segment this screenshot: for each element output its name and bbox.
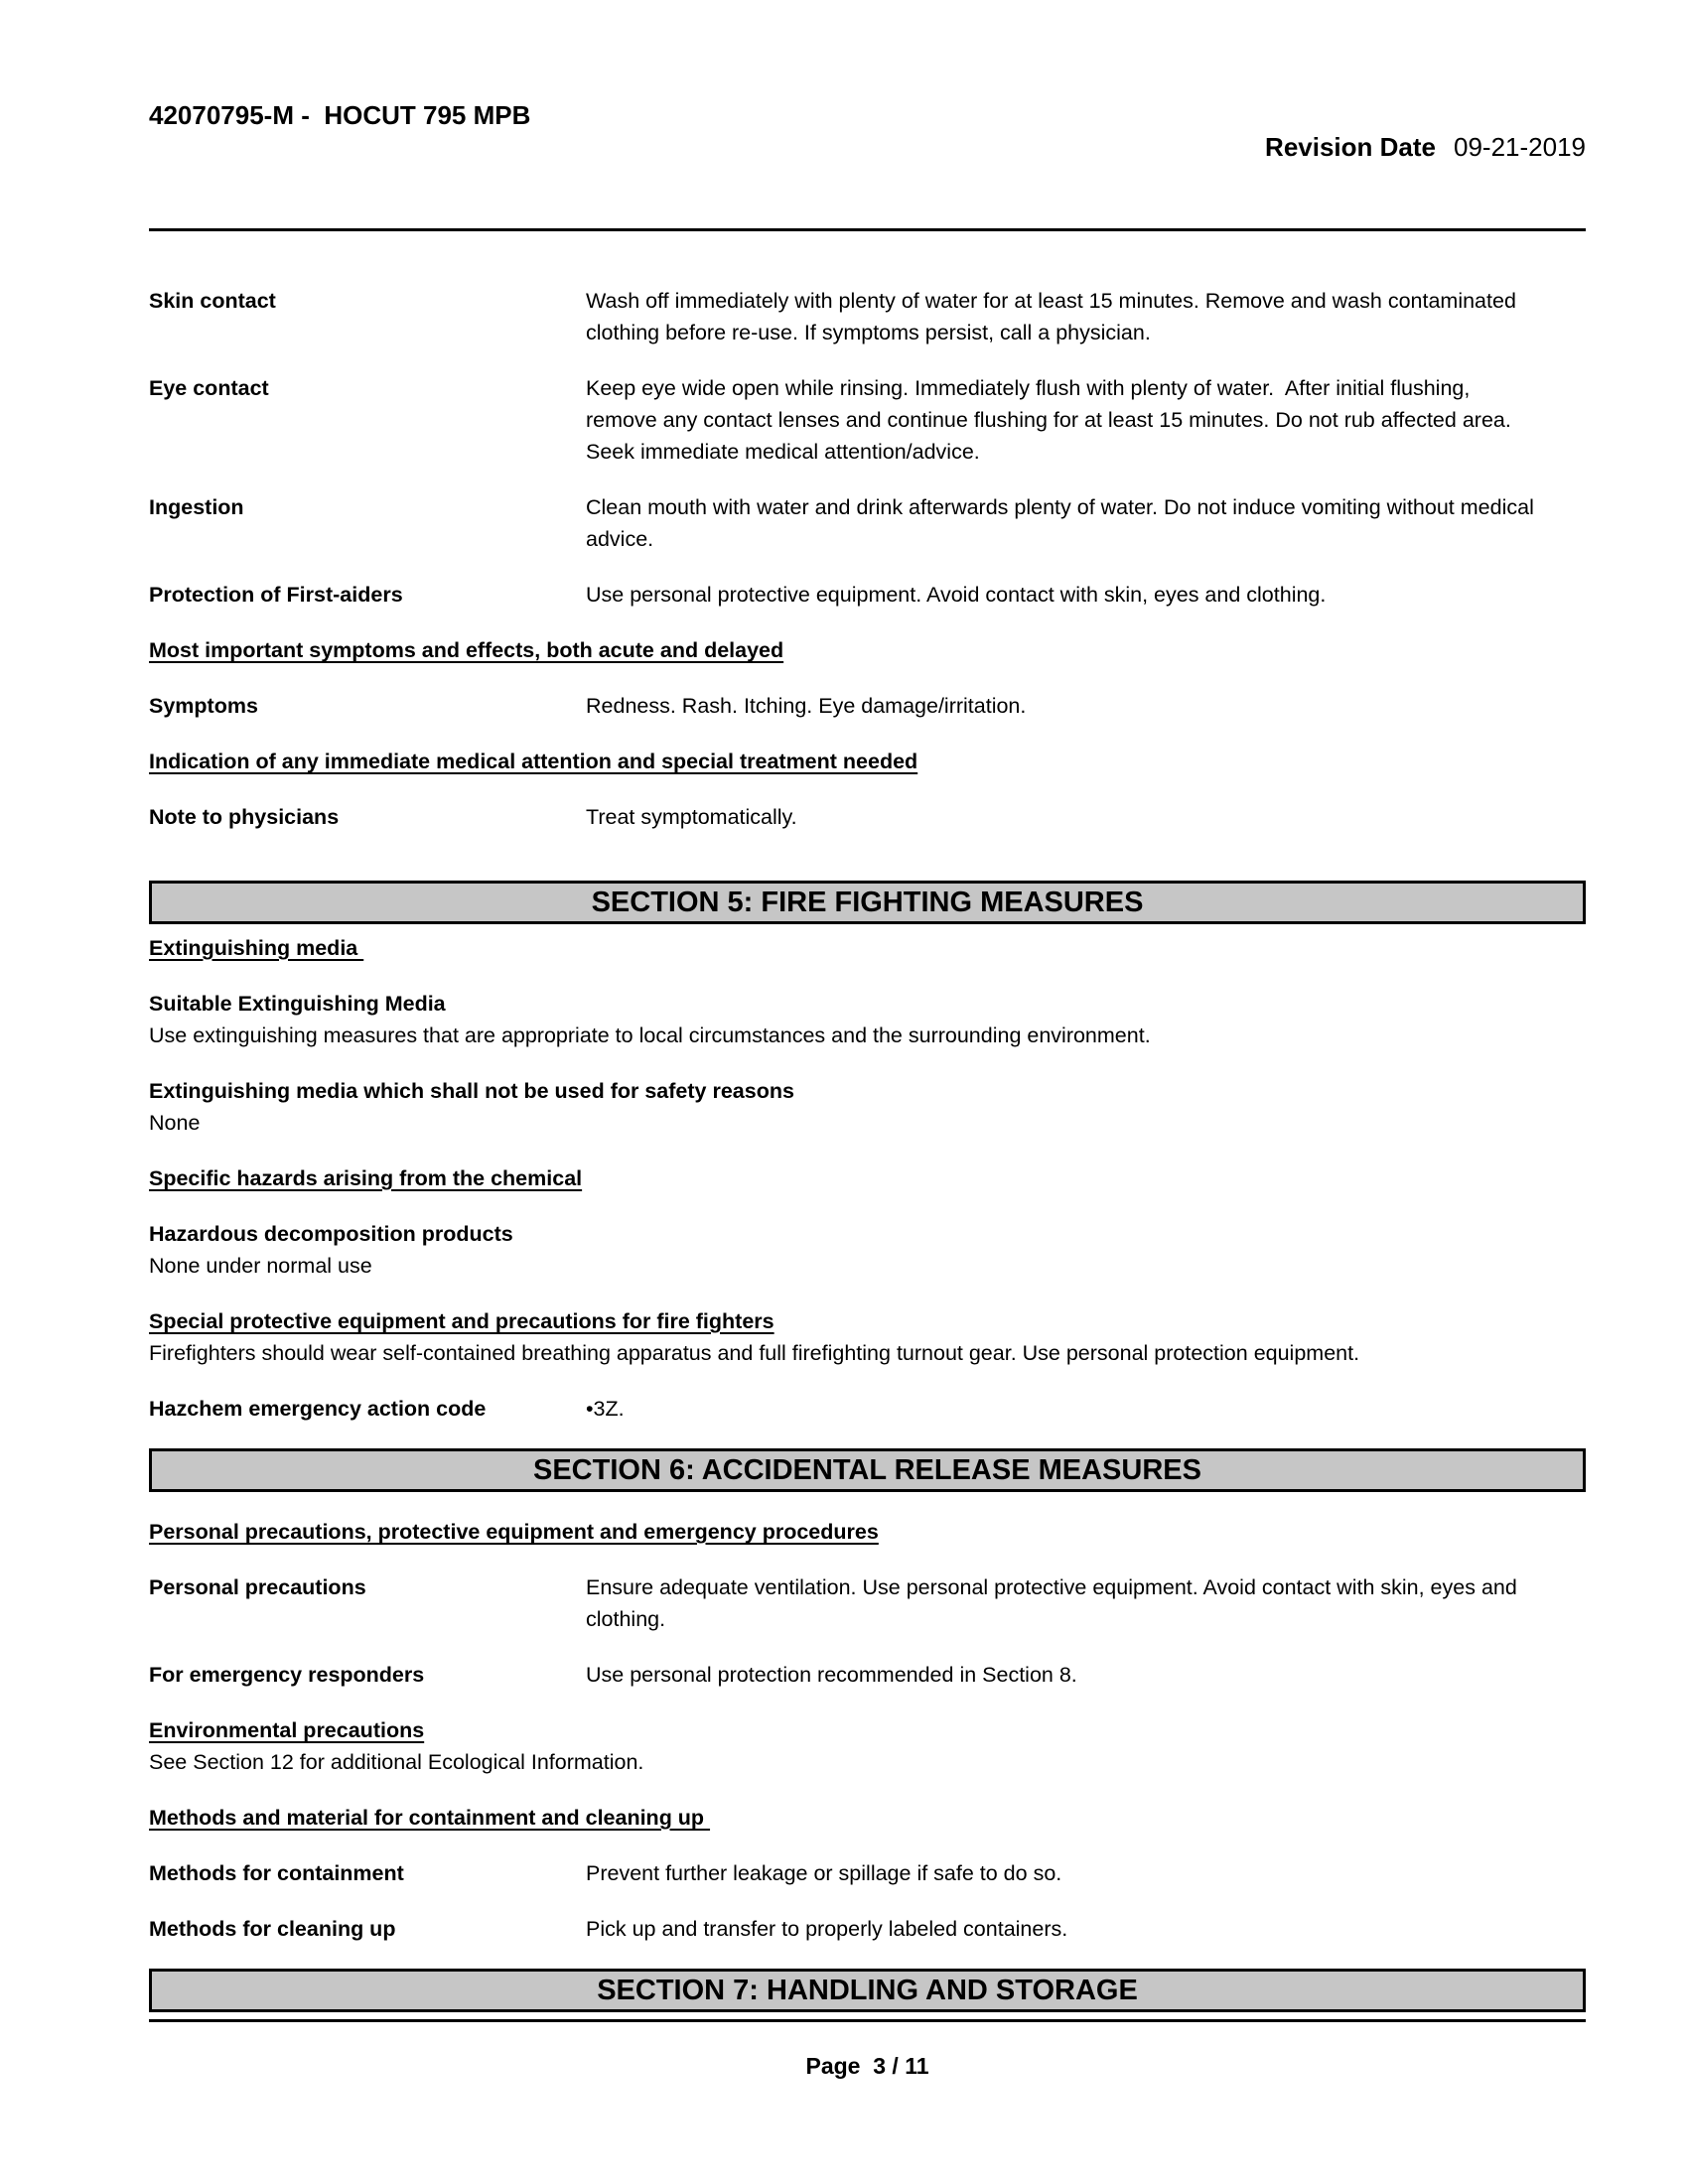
section-6-title: SECTION 6: ACCIDENTAL RELEASE MEASURES: [533, 1454, 1201, 1486]
field-value: Wash off immediately with plenty of water for at least 15 minutes. Remove and wash contaminated clothing before re-use. If symptoms persist, call a physician.: [586, 289, 1522, 344]
field-value: Pick up and transfer to properly labeled containers.: [586, 1917, 1068, 1941]
subheading-fire-fighter-equipment: Special protective equipment and precautions for fire fighters: [149, 1309, 774, 1333]
header-divider: [149, 228, 1586, 231]
field-value: Keep eye wide open while rinsing. Immediately flush with plenty of water. After initial flushing, remove any contact lenses and continue flushing for at least 15 minutes. Do not rub affected area. Seek immediate medical attention/advice.: [586, 376, 1517, 464]
section-7-header-bar: [149, 1969, 1586, 2012]
field-label: For emergency responders: [149, 1663, 425, 1687]
field-value: Prevent further leakage or spillage if safe to do so.: [586, 1861, 1062, 1885]
field-label: Symptoms: [149, 694, 258, 718]
block-suitable-extinguishing-media: [149, 988, 1586, 1051]
field-label: Hazchem emergency action code: [149, 1397, 487, 1421]
field-row-emergency-responders: [149, 1659, 1586, 1691]
field-label: Ingestion: [149, 495, 244, 519]
subheading-personal-precautions: Personal precautions, protective equipment and emergency procedures: [149, 1520, 879, 1544]
subheading-methods-containment-cleanup: Methods and material for containment and cleaning up: [149, 1806, 711, 1830]
section-5-title: SECTION 5: FIRE FIGHTING MEASURES: [591, 887, 1144, 918]
revision-date-label: Revision Date: [1265, 132, 1436, 162]
field-value: Use personal protective equipment. Avoid contact with skin, eyes and clothing.: [586, 583, 1327, 607]
field-row-personal-precautions: [149, 1571, 1586, 1635]
page-content: [149, 0, 1586, 2020]
field-label: Skin contact: [149, 289, 276, 313]
revision-date-group: [1207, 99, 1586, 195]
field-row-symptoms: [149, 690, 1586, 722]
subheading-symptoms-effects: Most important symptoms and effects, both acute and delayed: [149, 638, 784, 662]
block-heading: Extinguishing media which shall not be used for safety reasons: [149, 1079, 794, 1103]
field-value: Clean mouth with water and drink afterwards plenty of water. Do not induce vomiting without medical advice.: [586, 495, 1540, 551]
page-number: Page 3 / 11: [805, 2053, 929, 2079]
section-6-header-bar: [149, 1448, 1586, 1492]
field-label: Methods for cleaning up: [149, 1917, 396, 1941]
block-media-not-to-use: [149, 1075, 1586, 1139]
document-id-title: 42070795-M - HOCUT 795 MPB: [149, 100, 531, 130]
page-footer: [149, 2019, 1586, 2083]
subheading-extinguishing-media: Extinguishing media: [149, 936, 364, 960]
field-label: Note to physicians: [149, 805, 340, 829]
field-row-methods-containment: [149, 1857, 1586, 1889]
field-row-eye-contact: [149, 372, 1586, 468]
field-value: Use personal protection recommended in Section 8.: [586, 1663, 1077, 1687]
block-heading: Hazardous decomposition products: [149, 1222, 513, 1246]
block-fire-fighter-equipment: [149, 1305, 1586, 1369]
subheading-medical-attention: Indication of any immediate medical attention and special treatment needed: [149, 750, 918, 773]
field-row-hazchem-code: [149, 1393, 1586, 1425]
block-hazardous-decomposition: [149, 1218, 1586, 1282]
field-value: •3Z.: [586, 1397, 625, 1421]
field-label: Protection of First-aiders: [149, 583, 403, 607]
field-label: Personal precautions: [149, 1575, 366, 1599]
field-label: Methods for containment: [149, 1861, 404, 1885]
field-value: Redness. Rash. Itching. Eye damage/irritation.: [586, 694, 1027, 718]
section-5-header-bar: [149, 881, 1586, 924]
field-label: Eye contact: [149, 376, 269, 400]
field-row-ingestion: [149, 491, 1586, 555]
field-value: Treat symptomatically.: [586, 805, 797, 829]
block-text: See Section 12 for additional Ecological Information.: [149, 1750, 644, 1774]
field-value: Ensure adequate ventilation. Use personal protective equipment. Avoid contact with skin, eyes and clothing.: [586, 1575, 1523, 1631]
revision-date-value: 09-21-2019: [1454, 132, 1586, 162]
field-row-protection-first-aiders: [149, 579, 1586, 611]
block-text: Use extinguishing measures that are appropriate to local circumstances and the surrounding environment.: [149, 1024, 1151, 1047]
block-text: Firefighters should wear self-contained breathing apparatus and full firefighting turnout gear. Use personal protection equipment.: [149, 1341, 1360, 1365]
subheading-specific-hazards: Specific hazards arising from the chemical: [149, 1166, 583, 1190]
section-7-title: SECTION 7: HANDLING AND STORAGE: [597, 1975, 1138, 2006]
block-environmental-precautions: [149, 1714, 1586, 1778]
block-heading: Suitable Extinguishing Media: [149, 992, 446, 1016]
block-text: None under normal use: [149, 1254, 372, 1278]
field-row-skin-contact: [149, 285, 1586, 348]
field-row-methods-cleaning-up: [149, 1913, 1586, 1945]
block-text: None: [149, 1111, 201, 1135]
page-header: [149, 99, 1586, 195]
subheading-environmental-precautions: Environmental precautions: [149, 1718, 425, 1742]
field-row-note-to-physicians: [149, 801, 1586, 833]
